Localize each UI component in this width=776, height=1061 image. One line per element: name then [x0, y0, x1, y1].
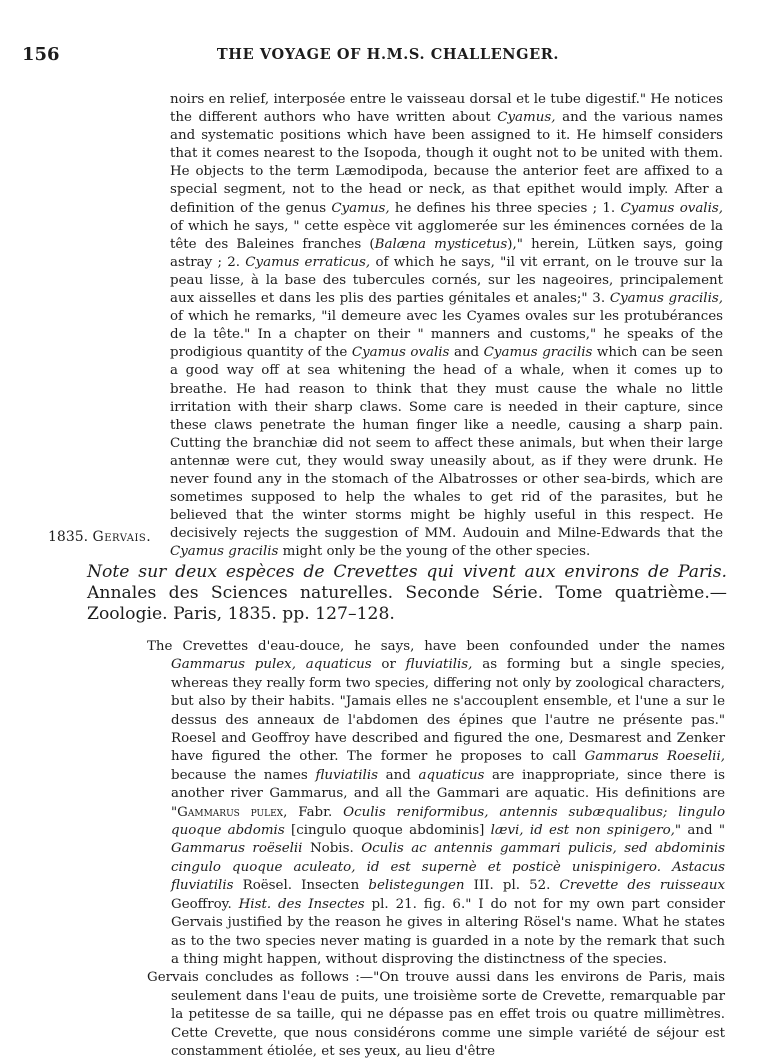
entry-author: Gervais.	[92, 529, 152, 545]
paragraph: The Crevettes d'eau-douce, he says, have been confounded under the names Gammarus pulex, aquaticus or fluviatilis, as forming but a single species, whereas they really form two species, differing not only by zoological characters, but also by their habits. "Jamais elles ne s'accouplent ensemble, et l'une a sur le dessus des anneaux de l'abdomen des épines que l'autre ne présente pas." Roesel and Geoffroy have described and figured the one, Desmarest and Zenker have figured the other. The former he proposes to call Gammarus Roeselii, because the names fluviatilis and aquaticus are inappropriate, since there is another river Gammarus, and all the Gammari are aquatic. His definitions are "Gammarus pulex, Fabr. Oculis reniformibus, antennis subæqualibus; lingulo quoque abdomis [cingulo quoque abdominis] lævi, id est non spinigero," and " Gammarus roëselii Nobis. Oculis ac antennis gammari pulicis, sed abdominis cingulo quoque aculeato, id est supernè et posticè unispinigero. Astacus fluviatilis Roësel. Insecten belistegungen III. pl. 52. Crevette des ruisseaux Geoffroy. Hist. des Insectes pl. 21. fig. 6." I do not for my own part consider Gervais justified by the reason he gives in altering Rösel's name. What he states as to the two species never mating is guarded in a note by the remark that such a thing might happen, without disproving the distinctness of the species.	[147, 639, 726, 967]
citation-title: Note sur deux espèces de Crevettes qui vivent aux environs de Paris.	[87, 562, 727, 582]
entry-year: 1835.	[48, 529, 89, 545]
lutken-summary-text	[170, 91, 723, 561]
citation-source: Annales des Sciences naturelles. Seconde Série. Tome quatrième.—Zoologie. Paris, 1835. pp. 127–128.	[87, 583, 727, 624]
gervais-summary-text	[147, 638, 725, 1061]
paragraph: noirs en relief, interposée entre le vaisseau dorsal et le tube digestif." He notices the different authors who have written about Cyamus, and the various names and systematic positions which have been assigned to it. He himself considers that it comes nearest to the Isopoda, though it ought not to be united with them. He objects to the term Læmodipoda, because the anterior feet are affixed to a special segment, not to the head or neck, as that epithet would imply. After a definition of the genus Cyamus, he defines his three species ; 1. Cyamus ovalis, of which he says, " cette espèce vit agglomerée sur les éminences cornées de la tête des Baleines franches (Balæna mysticetus)," herein, Lütken says, going astray ; 2. Cyamus erraticus, of which he says, "il vit errant, on le trouve sur la peau lisse, à la base des tubercules cornés, sur les nageoires, principalement aux aisselles et dans les plis des parties génitales et anales;" 3. Cyamus gracilis, of which he remarks, "il demeure avec les Cyames ovales sur les protubérances de la tête." In a chapter on their " manners and customs," he speaks of the prodigious quantity of the Cyamus ovalis and Cyamus gracilis which can be seen a good way off at sea whitening the head of a whale, when it comes up to breathe. He had reason to think that they must cause the whale no little irritation with their sharp claws. Some care is needed in their capture, since these claws penetrate the human finger like a needle, causing a sharp pain. Cutting the branchiæ did not seem to affect these animals, but when their large antennæ were cut, they would sway uneasily about, as if they were drunk. He never found any in the stomach of the Albatrosses or other sea-birds, which are sometimes supposed to help the whales to get rid of the parasites, but he believed that the winter storms might be highly useful in this respect. He decisively rejects the suggestion of MM. Audouin and Milne-Edwards that the Cyamus gracilis might only be the young of the other species.	[170, 92, 723, 560]
paragraph: Gervais concludes as follows :—"On trouve aussi dans les environs de Paris, mais seulement dans l'eau de puits, une troisième sorte de Crevette, remarquable par la petitesse de sa taille, qui ne dépasse pas en effet trois ou quatre millimètres. Cette Crevette, que nous considérons comme une simple variété de séjour est constamment étiolée, et ses yeux, au lieu d'être	[147, 970, 725, 1059]
entry-heading	[48, 529, 151, 545]
citation	[87, 562, 727, 625]
running-head: THE VOYAGE OF H.M.S. CHALLENGER.	[216, 46, 560, 63]
page-number: 156	[22, 44, 60, 65]
